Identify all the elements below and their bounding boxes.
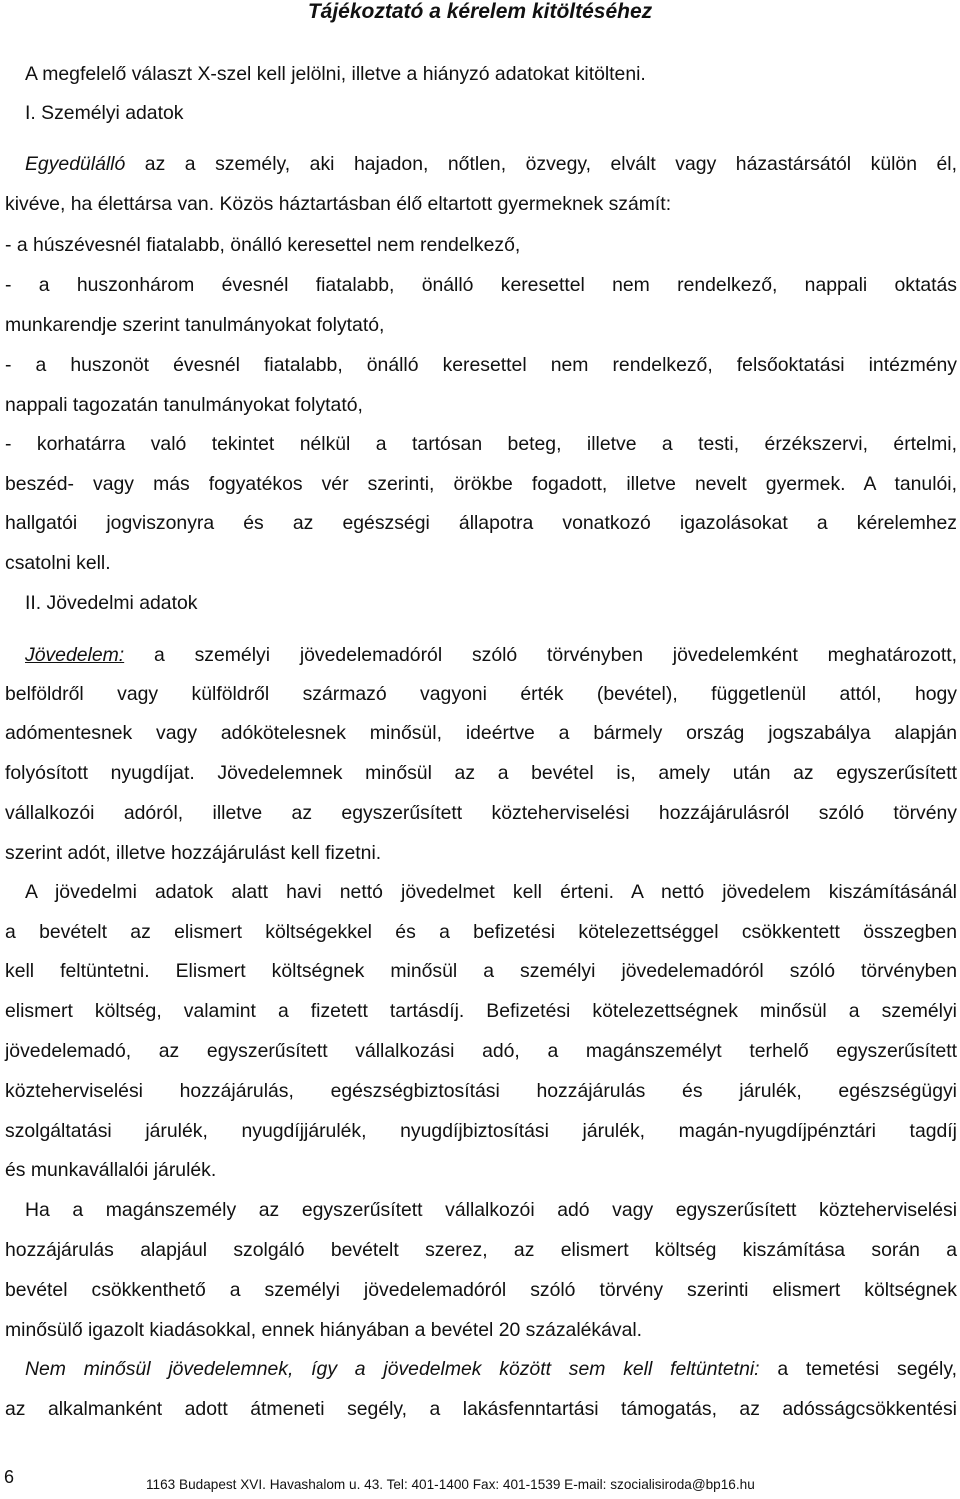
paragraph-line: az alkalmanként adott átmeneti segély, a lakásfenntartási támogatás, az adósságcsökkentési	[5, 1398, 957, 1420]
paragraph-line: közteherviselési hozzájárulás, egészségbiztosítási hozzájárulás és járulék, egészségügyi	[5, 1080, 957, 1102]
paragraph-line	[25, 1357, 957, 1381]
paragraph-line: hozzájárulás alapjául szolgáló bevételt szerez, az elismert költség kiszámítása során a	[5, 1239, 957, 1261]
paragraph-line: adómentesnek vagy adókötelesnek minősül, ideértve a bármely ország jogszabálya alapján	[5, 722, 957, 744]
paragraph-line: bevétel csökkenthető a személyi jövedelemadóról szóló törvény szerinti elismert költségnek	[5, 1279, 957, 1301]
list-item: - a húszévesnél fiatalabb, önálló keresettel nem rendelkező,	[5, 234, 521, 256]
intro-text: A megfelelő választ X-szel kell jelölni, illetve a hiányzó adatokat kitölteni.	[25, 63, 646, 85]
list-item: - a huszonöt évesnél fiatalabb, önálló keresettel nem rendelkező, felsőoktatási intézmény	[5, 354, 957, 376]
list-item-continuation: beszéd- vagy más fogyatékos vér szerinti, örökbe fogadott, illetve nevelt gyermek. A tanulói,	[5, 473, 957, 495]
paragraph-line: belföldről vagy külföldről származó vagyoni érték (bevétel), függetlenül attól, hogy	[5, 683, 957, 705]
italic-lead-in: Nem minősül jövedelemnek, így a jövedelmek között sem kell feltüntetni:	[25, 1358, 760, 1380]
term-egyedulallo: Egyedülálló	[25, 153, 126, 175]
text-span: a temetési segély,	[759, 1358, 957, 1380]
paragraph-line: elismert költség, valamint a fizetett tartásdíj. Befizetési kötelezettségnek minősül a személyi	[5, 1000, 957, 1022]
list-item-continuation: hallgatói jogviszonyra és az egészségi állapotra vonatkozó igazolásokat a kérelemhez	[5, 512, 957, 534]
paragraph-line: kell feltüntetni. Elismert költségnek minősül a személyi jövedelemadóról szóló törvényben	[5, 960, 957, 982]
paragraph-line: minősülő igazolt kiadásokkal, ennek hiányában a bevétel 20 százalékával.	[5, 1319, 643, 1341]
page-number: 6	[4, 1467, 15, 1487]
list-item: - korhatárra való tekintet nélkül a tartósan beteg, illetve a testi, érzékszervi, értelmi,	[5, 433, 957, 455]
section-1-heading: I. Személyi adatok	[25, 102, 184, 124]
paragraph-line: és munkavállalói járulék.	[5, 1159, 217, 1181]
term-jovedelem: Jövedelem:	[25, 644, 125, 666]
paragraph-line: szolgáltatási járulék, nyugdíjjárulék, nyugdíjbiztosítási járulék, magán-nyugdíjpénztári tagdíj	[5, 1120, 957, 1142]
paragraph-line	[25, 643, 957, 667]
paragraph-line: folyósított nyugdíjat. Jövedelemnek minősül az a bevétel is, amely után az egyszerűsített	[5, 762, 957, 784]
paragraph-line: a bevételt az elismert költségekkel és a befizetési kötelezettséggel csökkentett összegben	[5, 921, 957, 943]
paragraph-line: jövedelemadó, az egyszerűsített vállalkozási adó, a magánszemélyt terhelő egyszerűsített	[5, 1040, 957, 1062]
paragraph-line: A jövedelmi adatok alatt havi nettó jövedelmet kell érteni. A nettó jövedelem kiszámításánál	[25, 881, 957, 903]
footer-address: 1163 Budapest XVI. Havashalom u. 43. Tel: 401-1400 Fax: 401-1539 E-mail: szocialisiroda@bp16.hu	[146, 1477, 755, 1492]
page-title: Tájékoztató a kérelem kitöltéséhez	[307, 0, 653, 23]
list-item-continuation: munkarendje szerint tanulmányokat folytató,	[5, 314, 385, 336]
paragraph-line: Ha a magánszemély az egyszerűsített vállalkozói adó vagy egyszerűsített közteherviselési	[25, 1199, 957, 1221]
paragraph-line: kivéve, ha élettársa van. Közös háztartásban élő eltartott gyermeknek számít:	[5, 193, 672, 215]
paragraph-line	[25, 152, 957, 176]
paragraph-line: szerint adót, illetve hozzájárulást kell fizetni.	[5, 842, 382, 864]
paragraph-line: vállalkozói adóról, illetve az egyszerűsített közteherviselési hozzájárulásról szóló törvény	[5, 802, 957, 824]
text-span: az a személy, aki hajadon, nőtlen, özvegy, elvált vagy házastársától külön él,	[125, 153, 957, 175]
list-item-continuation: csatolni kell.	[5, 552, 111, 574]
list-item: - a huszonhárom évesnél fiatalabb, önálló keresettel nem rendelkező, nappali oktatás	[5, 274, 957, 296]
text-span: a személyi jövedelemadóról szóló törvényben jövedelemként meghatározott,	[124, 644, 957, 666]
list-item-continuation: nappali tagozatán tanulmányokat folytató,	[5, 394, 363, 416]
section-2-heading: II. Jövedelmi adatok	[25, 592, 198, 614]
